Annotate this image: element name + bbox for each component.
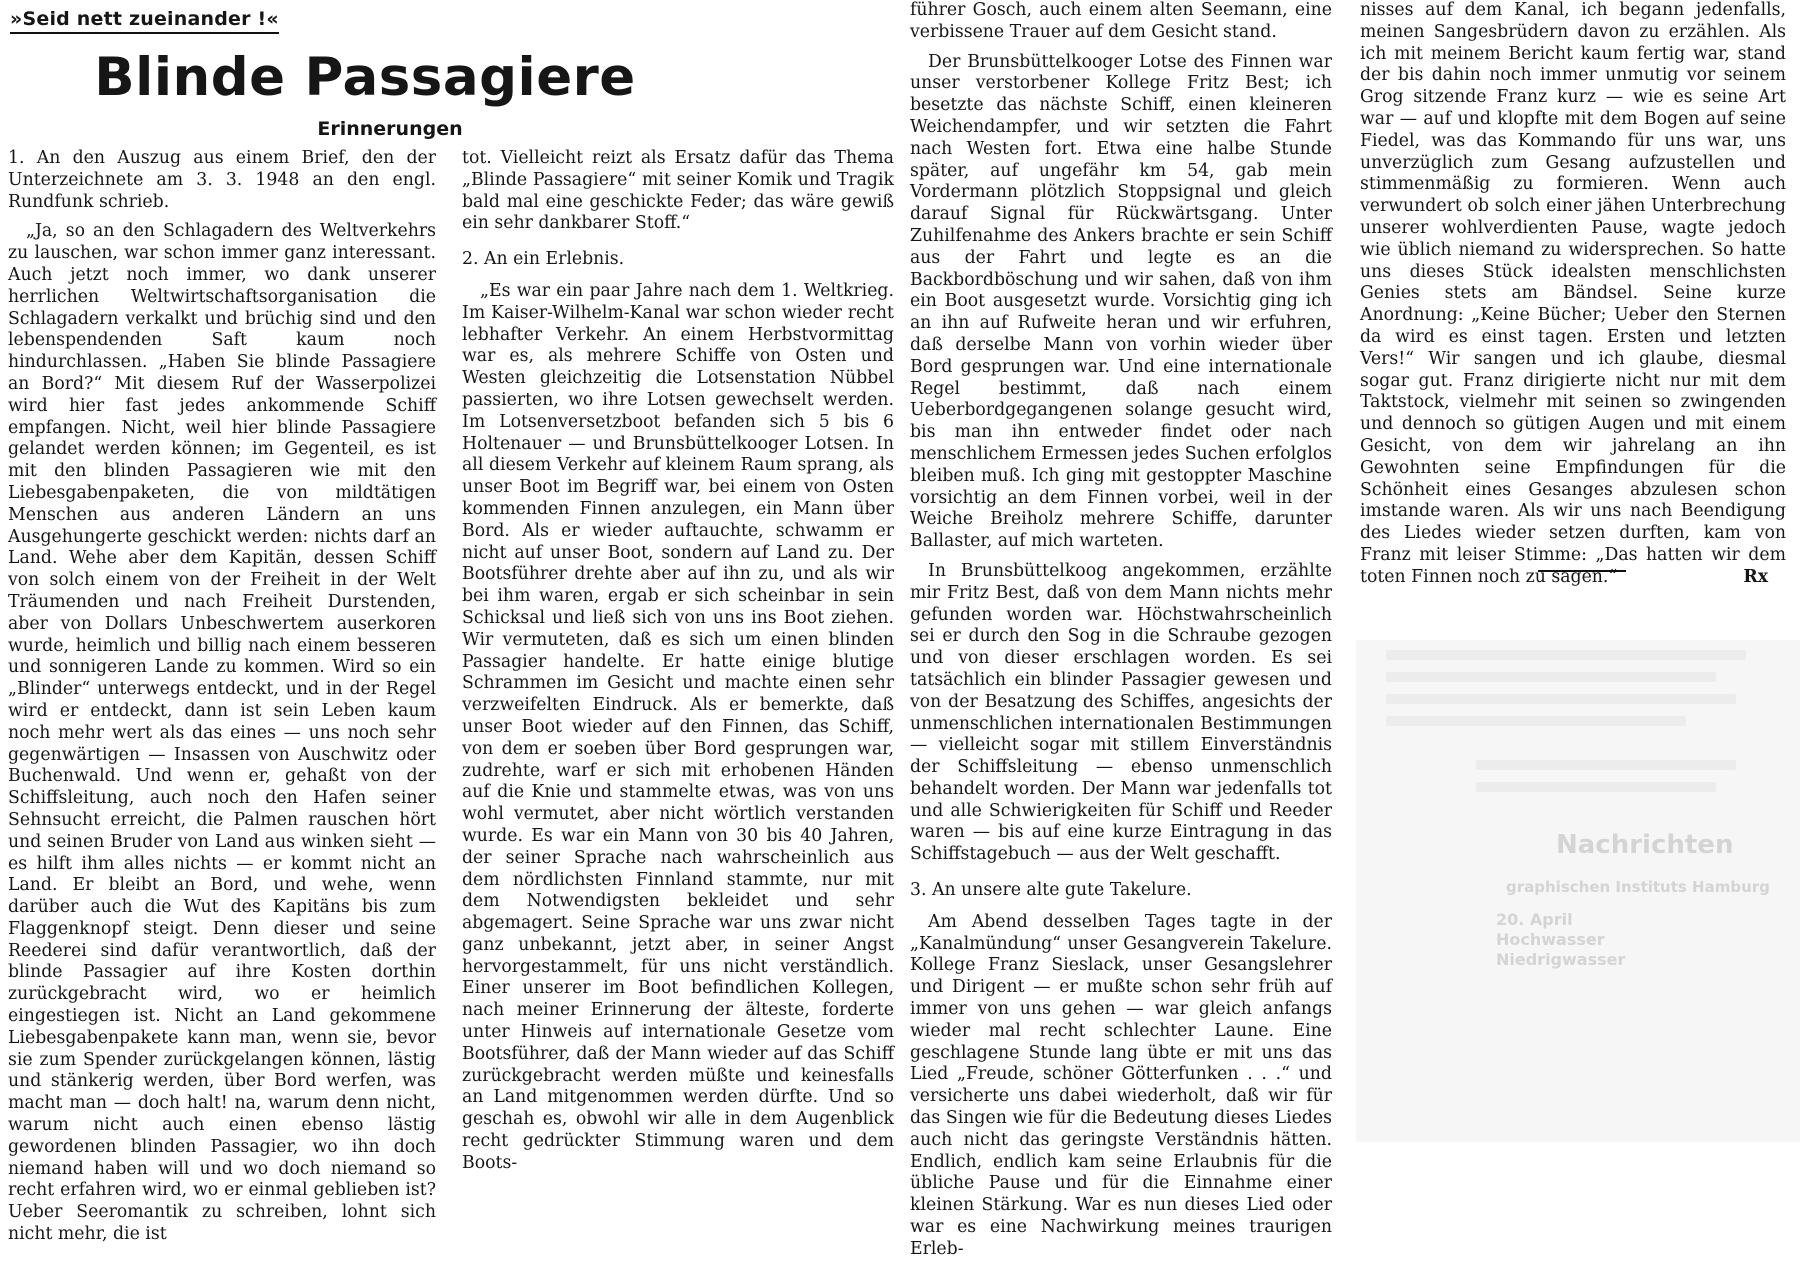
section-3-text: Am Abend desselben Tages tagte in der „Kanalmündung“ unser Gesangverein Takelure. Kollege Franz Sieslack, unser Gesangslehrer und Dirigent — er mußte schon sehr früh auf immer von uns gehen — war gleich anfangs wieder mal recht schlechter Laune. Eine geschlagene Stunde lang übte er mit uns das Lied „Freude, schöner Götterfunken . . .“ und versicherte uns dabei wiederholt, daß wir für das Singen wie für die Bedeutung dieses Liedes auch nicht das geringste Verständnis hätten. Endlich, endlich kam seine Erlaubnis für die übliche Pause und für die Einnahme einer kleinen Stärkung. War es nun dieses Lied oder war es eine Nachwirkung meines traurigen Erleb- xyxy=(910,911,1332,1259)
section-3-heading: 3. An unsere alte gute Takelure. xyxy=(910,880,1192,901)
article-subhead: Erinnerungen xyxy=(317,118,463,140)
letter-quote: „Ja, so an den Schlagadern des Weltverkehrs zu lauschen, war schon immer ganz interessant. Auch jetzt noch immer, wo dank unserer herrlichen Weltwirtschaftsorganisation die Schlagadern verkalkt und brüchig sind und den lebenspendenden Saft kaum noch hindurchlassen. „Haben Sie blinde Passagiere an Bord?“ Mit diesem Ruf der Wasserpolizei wird hier fast jedes ankommende Schiff empfangen. Nicht, weil hier blinde Passagiere gelandet werden können; im Gegenteil, es ist mit den blinden Passagieren wie mit den Liebesgabenpaketen, die von mildtätigen Menschen aus anderen Ländern an uns Ausgehungerte geschickt werden: nichts darf an Land. Wehe aber dem Kapitän, dessen Schiff von solch einem von der Freiheit in der Welt Träumenden und nach Freiheit Durstenden, aber von Dollars Unbeschwertem auserkoren wurde, heimlich und billig nach einem besseren und sonnigeren Lande zu kommen. Wird so ein „Blinder“ unterwegs entdeckt, und in der Regel wird er entdeckt, dann ist sein Leben kaum noch mehr wert als das eines — uns noch sehr gegenwärtigen — Insassen von Auschwitz oder Buchenwald. Und wenn er, gehaßt von der Schiffsleitung, auch noch den Hafen seiner Sehnsucht erreicht, die Palmen rauschen hört und seinen Bruder von Land aus winken sieht — es hilft ihm alles nichts — er kommt nicht an Land. Er bleibt an Bord, und wehe, wenn darüber auch die Wut des Kapitäns bis zum Flaggenknopf steigt. Denn dieser und seine Reederei sind dafür verantwortlich, daß der blinde Passagier auf ihre Kosten dorthin zurückgebracht wird, wo er heimlich eingestiegen ist. Nicht an Land gekommene Liebesgabenpakete kann man, wenn sie, bevor sie zum Spender zurückgelangen können, lästig und stänkerig werden, über Bord werfen, was macht man — doch halt! na, warum denn nicht, warum nicht auch einen ebenso lästig gewordenen blinden Passagier, wo ihn doch niemand haben will und wo doch niemand so recht erfahren wird, wo er einmal geblieben ist? Ueber Seeromantik zu schreiben, lohnt sich nicht mehr, die ist xyxy=(8,221,436,1245)
end-rule xyxy=(1538,570,1626,572)
section-2-continued: führer Gosch, auch einem alten Seemann, eine verbissene Trauer auf dem Gesicht stand. xyxy=(910,0,1332,42)
column-4 xyxy=(1360,0,1786,587)
letter-quote-end: tot. Vielleicht reizt als Ersatz dafür das Thema „Blinde Passagiere“ mit seiner Komik und Tragik bald mal eine geschickte Feder; das wäre gewiß ein sehr dankbarer Stoff.“ xyxy=(462,148,894,234)
section-2-heading: 2. An ein Erlebnis. xyxy=(462,249,625,270)
author-signature: Rx xyxy=(1743,566,1768,587)
section-2-text: „Es war ein paar Jahre nach dem 1. Weltkrieg. Im Kaiser-Wilhelm-Kanal war schon wieder recht lebhafter Verkehr. An einem Herbstvormittag war es, als mehrere Schiffe von Osten und Westen gleichzeitig die Lotsenstation Nübbel passierten, wo ihre Lotsen gewechselt werden. Im Lotsenversetzboot befanden sich 5 bis 6 Holtenauer — und Brunsbüttelkooger Lotsen. In all diesem Verkehr auf kleinem Raum sprang, als unser Boot im Begriff war, bei einem von Osten kommenden Finnen anzulegen, ein Mann über Bord. Als er wieder auftauchte, schwamm er nicht auf unser Boot, sondern auf Land zu. Der Bootsführer drehte aber auf ihn zu, und als wir bei ihm waren, ergab er sich scheinbar in sein Schicksal und ließ sich von uns ins Boot ziehen. Wir vermuteten, daß es sich um einen blinden Passagier handelte. Er hatte einige blutige Schrammen im Gesicht und machte einen sehr verzweifelten Eindruck. Als er bemerkte, daß unser Boot wieder auf den Finnen, das Schiff, von dem er soeben über Bord gesprungen war, zudrehte, warf er sich mit erhobenen Händen auf die Knie und stammelte etwas, was von uns wohl vermutet, aber nicht wörtlich verstanden wurde. Es war ein Mann von 30 bis 40 Jahren, der seiner Sprache nach wahrscheinlich aus dem nördlichsten Finnland stammte, nur mit dem Notwendigsten bekleidet und sehr abgemagert. Seine Sprache war uns zwar nicht ganz unbekannt, jetzt aber, in seiner Angst hervorgestammelt, für uns nicht verständlich. Einer unserer im Boot befindlichen Kollegen, nach meiner Erinnerung der älteste, forderte unter Hinweis auf internationale Gesetze vom Bootsführer, daß der Mann wieder auf das Schiff zurückgebracht werden müßte und keinesfalls an Land mitgenommen werden dürfte. Und so geschah es, obwohl wir alle in dem Augenblick recht gedrückter Stimmung waren und dem Boots- xyxy=(462,280,894,1173)
section-2-paragraph: Der Brunsbüttelkooger Lotse des Finnen war unser verstorbener Kollege Fritz Best; ich besetzte das nächste Schiff, einen kleineren Weichendampfer, und wir setzten die Fahrt nach Westen fort. Etwa eine halbe Stunde später, auf ungefähr km 54, gab mein Vordermann plötzlich Stoppsignal und gleich darauf Signal für Rückwärtsgang. Unter Zuhilfenahme des Ankers brachte er sein Schiff aus der Fahrt und legte es an die Backbordböschung und wir sahen, daß von ihm ein Boot ausgesetzt wurde. Vorsichtig ging ich an ihn auf Rufweite heran und wir erfuhren, daß derselbe Mann von vorhin wieder über Bord gesprungen war. Und eine internationale Regel bestimmt, daß nach einem Ueberbordgegangenen solange gesucht wird, bis man ihn entweder findet oder nach menschlichem Ermessen jedes Suchen erfolglos bleiben muß. Ich ging mit gestoppter Maschine vorsichtig an dem Finnen vorbei, weil in der Weiche Breiholz mehrere Schiffe, darunter Ballaster, auf mich warteten. xyxy=(910,51,1333,552)
section-1-intro: 1. An den Auszug aus einem Brief, den der Unterzeichnete am 3. 3. 1948 an den engl. Rundfunk schrieb. xyxy=(8,148,436,212)
column-3 xyxy=(910,0,1333,1259)
bleed-through-date: 20. April xyxy=(1496,910,1573,929)
bleed-through-heading: Nachrichten xyxy=(1556,830,1734,860)
section-3-continued xyxy=(1360,0,1786,589)
article-kicker: »Seid nett zueinander !« xyxy=(10,8,279,34)
bleed-through-line: graphischen Instituts Hamburg xyxy=(1506,878,1770,896)
section-3-ending: nisses auf dem Kanal, ich begann jedenfalls, meinen Sangesbrüdern davon zu erzählen. Als ich mit meinem Bericht kaum fertig war, stand der bis dahin noch immer unmutig vor seinem Grog sitzende Franz kurz — wie es seine Art war — auf und klopfte mit dem Bogen auf seine Fiedel, was das Kommando für uns war, uns unverzüglich zum Gesang aufzustellen und stimmenmäßig zu formieren. Wenn auch verwundert ob solch einer jähen Unterbrechung unserer wohlverdienten Pause, wagte jedoch wie üblich niemand zu widersprechen. So hatte uns dieses Stück idealsten menschlichsten Genies stets am Bändsel. Seine kurze Anordnung: „Keine Bücher; Ueber den Sternen da wird es einst tagen. Ersten und letzten Vers!“ Wir sangen und ich glaube, diesmal sogar gut. Franz dirigierte nicht nur mit dem Taktstock, vielmehr mit seinen so zwingenden und dennoch so gütigen Augen und mit einem Gesicht, von dem wir jahrelang an ihn Gewohnten seine Empfindungen für die Schönheit eines Gesanges abzulesen schon imstande waren. Als wir uns nach Beendigung des Liedes wieder setzen durften, kam von Franz mit leiser Stimme: „Das hatten wir dem toten Finnen noch zu sagen.“ xyxy=(1360,0,1786,587)
column-2 xyxy=(462,148,894,1173)
section-2-paragraph: In Brunsbüttelkoog angekommen, erzählte mir Fritz Best, daß von dem Mann nichts mehr gefunden worden war. Höchstwahrscheinlich sei er durch den Sog in die Schraube gezogen und von dieser erschlagen worden. Es sei tatsächlich ein blinder Passagier gewesen und von der Besatzung des Schiffes, angesichts der unmenschlichen internationalen Bestimmungen — vielleicht sogar mit stillem Einverständnis der Schiffsleitung — ebenso unmenschlich behandelt worden. Der Mann war jedenfalls tot und alle Schwierigkeiten für Schiff und Reeder waren — bis auf eine kurze Eintragung in das Schiffstagebuch — aus der Welt geschafft. xyxy=(910,560,1332,865)
column-1 xyxy=(8,148,436,1245)
bleed-through-area xyxy=(1356,640,1800,1142)
bleed-through-line: Hochwasser xyxy=(1496,930,1605,949)
bleed-through-line: Niedrigwasser xyxy=(1496,950,1626,969)
article-headline: Blinde Passagiere xyxy=(94,47,636,108)
